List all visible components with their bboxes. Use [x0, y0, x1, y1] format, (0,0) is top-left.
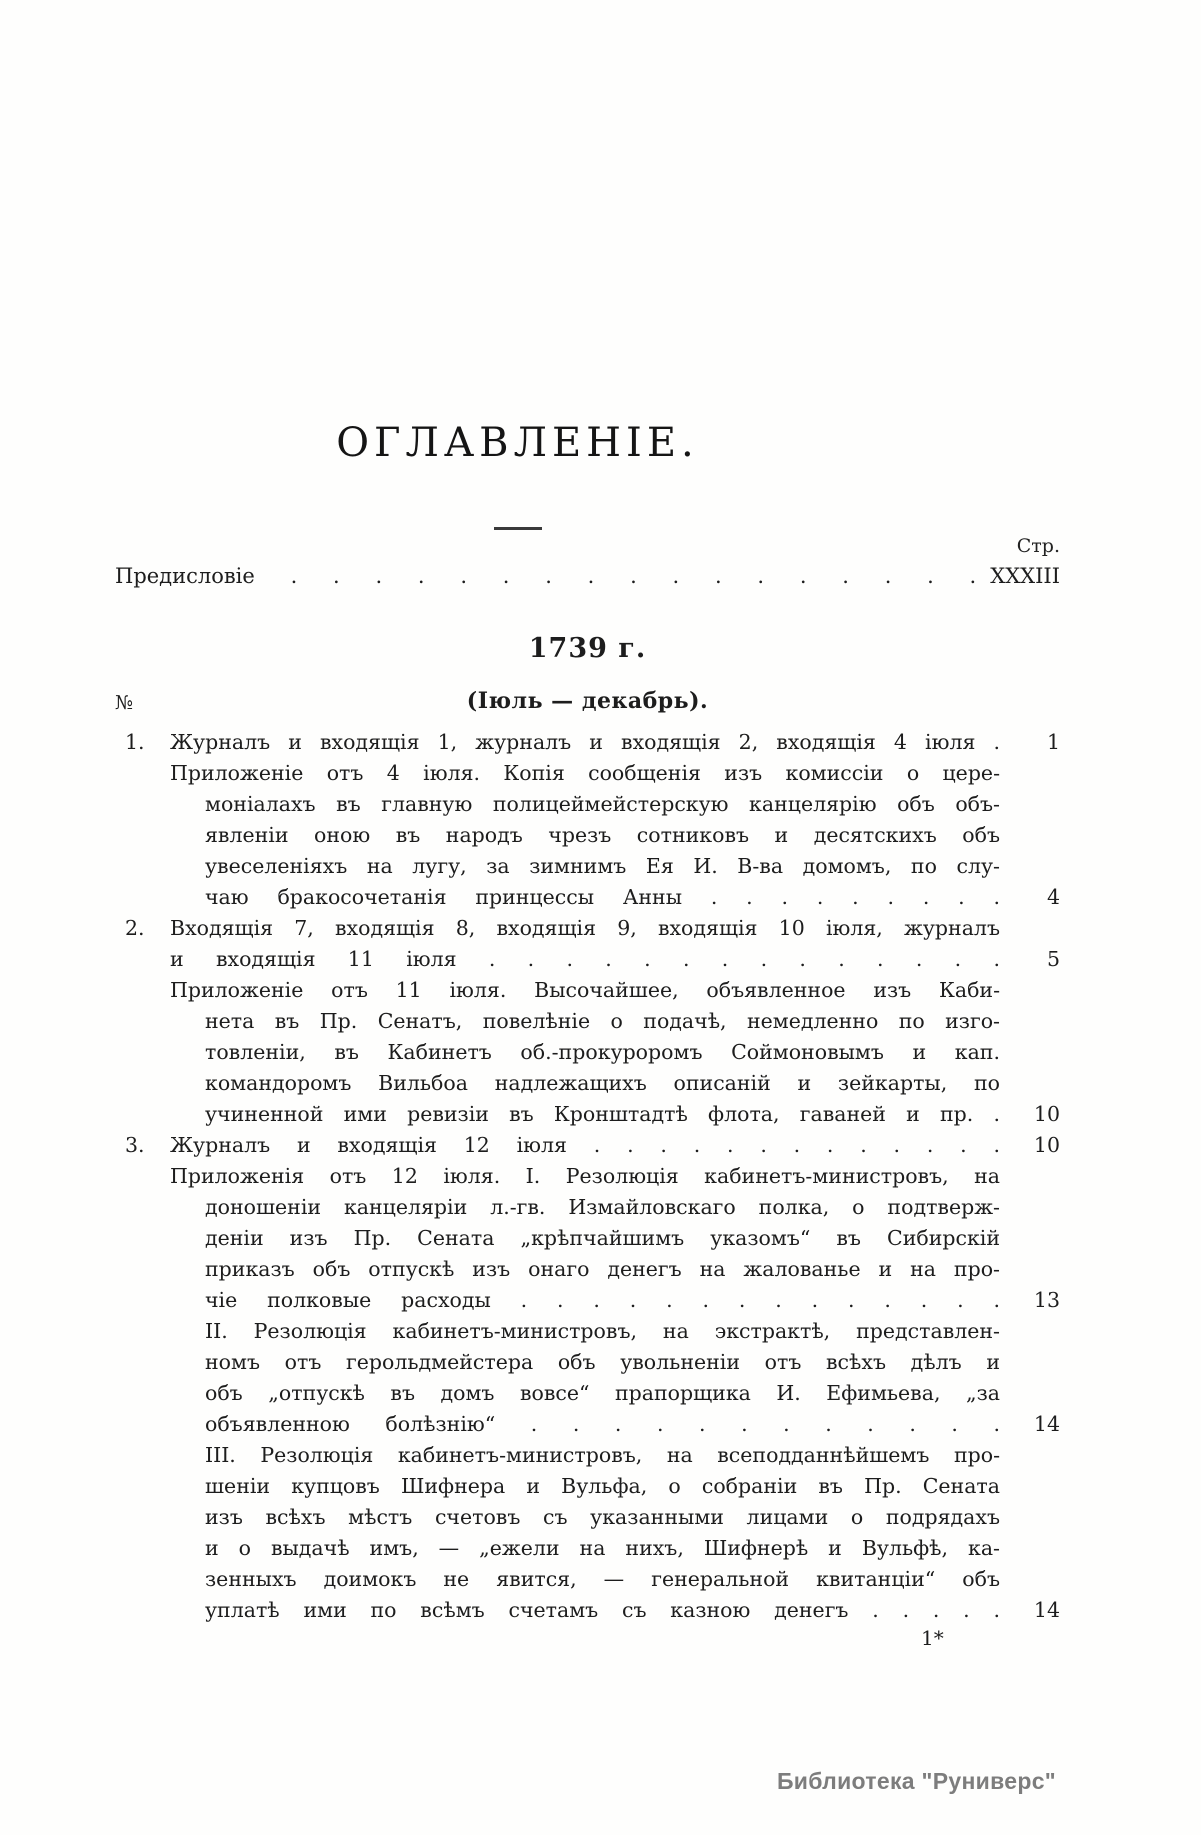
- toc-entry-text: чіе полковые расходы . . . . . . . . . . . . . .: [205, 1288, 1000, 1312]
- toc-line: [115, 1130, 1060, 1161]
- page-number: 14: [1033, 1598, 1060, 1622]
- toc-entry-text: изъ всѣхъ мѣстъ счетовъ съ указанными лицами о подрядахъ: [205, 1505, 1000, 1529]
- toc-list: [115, 727, 1060, 1626]
- page-number: 5: [1046, 947, 1060, 971]
- toc-line: [115, 1471, 1060, 1502]
- toc-entry-text: товленіи, въ Кабинетъ об.-прокуроромъ Соймоновымъ и кап.: [205, 1040, 1000, 1064]
- toc-entry-text: приказъ объ отпускѣ изъ онаго денегъ на жалованье и на про-: [205, 1257, 1000, 1281]
- toc-entry-text: моніалахъ въ главную полицеймейстерскую канцелярію объ объ-: [205, 792, 1000, 816]
- toc-entry-text: Приложеніе отъ 11 іюля. Высочайшее, объявленное изъ Каби-: [170, 978, 1000, 1002]
- toc-entry-text: Журналъ и входящія 1, журналъ и входящія 2, входящія 4 іюля .: [170, 730, 1000, 754]
- preface-row: [115, 564, 1060, 588]
- season-subtitle: (Іюль — декабрь).: [466, 688, 709, 714]
- toc-line: [115, 727, 1060, 758]
- toc-line: [115, 789, 1060, 820]
- toc-line: [115, 882, 1060, 913]
- toc-line: [115, 820, 1060, 851]
- toc-entry-text: учиненной ими ревизіи въ Кронштадтѣ флота, гаваней и пр. .: [205, 1102, 1000, 1126]
- signature-mark: 1*: [921, 1626, 944, 1650]
- page-number: 10: [1033, 1133, 1060, 1157]
- page-title: ОГЛАВЛЕНІЕ.: [336, 420, 699, 466]
- toc-entry-text: и входящія 11 іюля . . . . . . . . . . . . . .: [170, 947, 1000, 971]
- toc-entry-text: зенныхъ доимокъ не явится, — генеральной квитанціи“ объ: [205, 1567, 1000, 1591]
- toc-line: [115, 1409, 1060, 1440]
- page-number: 10: [1033, 1102, 1060, 1126]
- toc-entry-text: Приложенія отъ 12 іюля. І. Резолюція кабинетъ-министровъ, на: [170, 1164, 1000, 1188]
- page-number: 13: [1033, 1288, 1060, 1312]
- toc-line: [115, 944, 1060, 975]
- toc-line: [115, 1378, 1060, 1409]
- title-rule-divider: [494, 527, 542, 530]
- toc-line: [115, 975, 1060, 1006]
- toc-entry-text: объ „отпускѣ въ домъ вовсе“ прапорщика И. Ефимьева, „за: [205, 1381, 1000, 1405]
- toc-entry-text: Журналъ и входящія 12 іюля . . . . . . . . . . . . .: [170, 1133, 1000, 1157]
- toc-line: [115, 1595, 1060, 1626]
- toc-entry-text: Входящія 7, входящія 8, входящія 9, входящія 10 іюля, журналъ: [170, 916, 1000, 940]
- toc-line: [115, 1564, 1060, 1595]
- number-sign-label: №: [115, 692, 133, 714]
- preface-label: Предисловіе . . . . . . . . . . . . . . . . .: [115, 564, 977, 588]
- toc-line: [115, 1285, 1060, 1316]
- toc-entry-text: объявленною болѣзнію“ . . . . . . . . . . . .: [205, 1412, 1000, 1436]
- toc-entry-text: ІІ. Резолюція кабинетъ-министровъ, на экстрактѣ, представлен-: [205, 1319, 1000, 1343]
- toc-entry-text: командоромъ Вильбоа надлежащихъ описаній и зейкарты, по: [205, 1071, 1000, 1095]
- toc-line: [115, 1192, 1060, 1223]
- toc-entry-text: и о выдачѣ имъ, — „ежели на нихъ, Шифнерѣ и Вульфѣ, ка-: [205, 1536, 1000, 1560]
- toc-line: [115, 1006, 1060, 1037]
- toc-line: [115, 1161, 1060, 1192]
- page-column-label: Стр.: [1016, 535, 1060, 557]
- toc-line: [115, 1316, 1060, 1347]
- toc-line: [115, 1099, 1060, 1130]
- toc-entry-text: Приложеніе отъ 4 іюля. Копія сообщенія изъ комиссіи о цере-: [170, 761, 1000, 785]
- toc-line: [115, 1502, 1060, 1533]
- entry-number: 3.: [125, 1133, 145, 1157]
- toc-line: [115, 1068, 1060, 1099]
- toc-line: [115, 1254, 1060, 1285]
- toc-line: [115, 1223, 1060, 1254]
- entry-number: 1.: [125, 730, 145, 754]
- toc-entry-text: деніи изъ Пр. Сената „крѣпчайшимъ указомъ“ въ Сибирскій: [205, 1226, 1000, 1250]
- toc-entry-text: доношеніи канцеляріи л.-гв. Измайловскаго полка, о подтверж-: [205, 1195, 1000, 1219]
- toc-line: [115, 1347, 1060, 1378]
- toc-entry-text: уплатѣ ими по всѣмъ счетамъ съ казною денегъ . . . . .: [205, 1598, 1000, 1622]
- toc-line: [115, 1037, 1060, 1068]
- page-number: 4: [1046, 885, 1060, 909]
- toc-entry-text: ІІІ. Резолюція кабинетъ-министровъ, на всеподданнѣйшемъ про-: [205, 1443, 1000, 1467]
- toc-line: [115, 1440, 1060, 1471]
- library-watermark: Библиотека "Руниверс": [776, 1768, 1056, 1794]
- toc-line: [115, 851, 1060, 882]
- toc-entry-text: нета въ Пр. Сенатъ, повелѣніе о подачѣ, немедленно по изго-: [205, 1009, 1000, 1033]
- toc-entry-text: увеселеніяхъ на лугу, за зимнимъ Ея И. В-ва домомъ, по слу-: [205, 854, 1000, 878]
- subtitle-row: [115, 688, 1060, 714]
- page-number: 14: [1033, 1412, 1060, 1436]
- toc-line: [115, 758, 1060, 789]
- toc-entry-text: номъ отъ герольдмейстера объ увольненіи отъ всѣхъ дѣлъ и: [205, 1350, 1000, 1374]
- entry-number: 2.: [125, 916, 145, 940]
- page-number: 1: [1046, 730, 1060, 754]
- toc-entry-text: шеніи купцовъ Шифнера и Вульфа, о собраніи въ Пр. Сената: [205, 1474, 1000, 1498]
- toc-entry-text: явленіи оною въ народъ чрезъ сотниковъ и десятскихъ объ: [205, 823, 1000, 847]
- year-heading: 1739 г.: [528, 633, 647, 664]
- toc-line: [115, 1533, 1060, 1564]
- toc-entry-text: чаю бракосочетанія принцессы Анны . . . . . . . . .: [205, 885, 1000, 909]
- toc-line: [115, 913, 1060, 944]
- preface-page-number: XXXIII: [990, 564, 1060, 588]
